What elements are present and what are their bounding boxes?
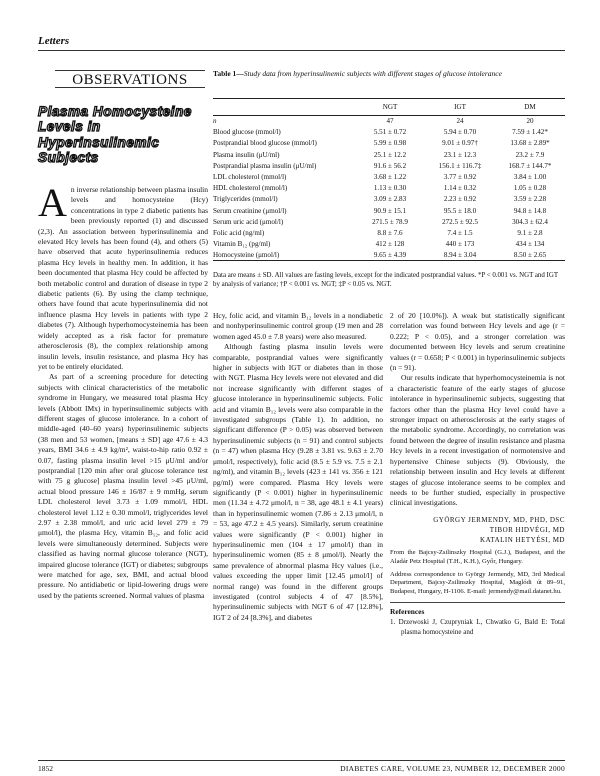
paragraph-text: n inverse relationship between plasma insulin levels and homocysteine (Hcy) concentrations in type 2 diabetic patients has been previously reported (1) and discussed (2,3). An association between hyperinsulinemia and elevated Hcy levels has been found (4), and others (5) have observed that acute hyperinsulinemia reduces plasma Hcy levels in healthy men. In addition, it has been documented that plasma Hcy could be affected by both metabolic control and duration of disease in type 2 diabetic patients (6). By using the clamp technique, others have found that acute hyperinsulinemia did not influence plasma Hcy levels in patients with type 2 diabetes (7). Although hyperhomocysteinemia has been widely accepted as a risk factor for premature atherosclerosis (8), the complex relationship among insulin levels, insulin resistance, and plasma Hcy has yet to be entirely elucidated. — [38, 185, 208, 371]
table-header-cell — [213, 99, 355, 116]
paragraph: Although fasting plasma insulin levels were comparable, postprandial values were significantly higher in subjects with IGT or diabetes than in those with NGT. Plasma Hcy levels were not elevated and did not increase significantly with different stages of glucose intolerance in hyperinsulinemic subjects. Folic acid and vitamin B₁₂ levels were also comparable in the investigated subgroups (Table 1). In addition, no significant difference (P > 0.05) was observed between hyperinsulinemic subjects (n = 91) and control subjects (n = 47) when plasma Hcy (9.28 ± 3.81 vs. 9.63 ± 2.70 μmol/l, respectively), folic acid (8.5 ± 5.9 vs. 7.5 ± 2.1 ng/ml), and vitamin B₁₂ levels (423 ± 141 vs. 356 ± 121 pg/ml) were compared. Plasma Hcy levels were significantly (P < 0.001) higher in hyperinsulinemic men (11.34 ± 4.72 μmol/l, n = 38, age 48.1 ± 4.1 years) than in hyperinsulinemic women (7.86 ± 2.13 μmol/l, n = 53, age 47.2 ± 4.5 years). Similarly, serum creatinine values were significantly (P < 0.001) higher in hyperinsulinemic men (104 ± 17 μmol/l) than in hyperinsulinemic women (85 ± 8 μmol/l). Nearly the same prevalence of abnormal plasma Hcy values (i.e., values exceeding the upper limit [12.45 μmol/l] of normal range) was found in the different groups investigated (control subjects 4 of 47 [8.5%], hyperinsulinemic subjects with NGT 6 of 47 [12.8%], IGT 2 of 24 [8.3%], and diabetes — [213, 342, 383, 622]
table-cell: 5.99 ± 0.98 — [373, 139, 407, 148]
table-cell: 7.4 ± 1.5 — [447, 228, 473, 237]
table-cell: n — [213, 117, 217, 126]
table-cell: 8.50 ± 2.65 — [513, 251, 547, 260]
table-cell: 434 ± 134 — [515, 240, 545, 249]
table-cell: Serum uric acid (μmol/l) — [213, 217, 284, 226]
table-cell: 23.1 ± 12.3 — [443, 150, 477, 159]
table-cell: 3.77 ± 0.92 — [443, 173, 477, 182]
table-cell: Postprandial blood glucose (mmol/l) — [213, 139, 317, 148]
table-cell: 13.68 ± 2.89* — [510, 139, 550, 148]
table-header-row — [213, 99, 565, 116]
paragraph — [38, 180, 208, 372]
table-container — [213, 98, 565, 261]
author-list — [390, 515, 565, 546]
table-cell: 91.6 ± 56.2 — [373, 161, 407, 170]
paragraph: Hcy, folic acid, and vitamin B₁₂ levels in a nondiabetic and nonhyperinsulinemic control group (19 men and 28 women aged 45.0 ± 7.8 years) were also measured. — [213, 311, 383, 341]
table-cell: 20 — [526, 117, 534, 126]
table-cell: 304.3 ± 62.4 — [512, 217, 548, 226]
table-title: Study data from hyperinsulinemic subjects with different stages of glucose intolerance — [243, 69, 502, 78]
table-cell: HDL cholesterol (mmol/l) — [213, 184, 288, 193]
table-row — [213, 160, 565, 171]
correspondence: Address correspondence to György Jermendy, MD, 3rd Medical Department, Bajcsy-Zsilinszky Hospital, Maglódi út 89–91, Budapest, Hungary, H-1106. E-mail: jermendy@mail.datanet.hu. — [390, 570, 565, 595]
footer-rule — [38, 760, 565, 761]
table-footnote: Data are means ± SD. All values are fasting levels, except for the indicated postprandial values. *P < 0.001 vs. NGT and IGT by analysis of variance; †P < 0.001 vs. NGT; ‡P < 0.05 vs. NGT. — [213, 272, 558, 289]
page-number: 1852 — [38, 764, 53, 773]
table-cell: 9.1 ± 2.8 — [517, 228, 543, 237]
table-cell: 1.13 ± 0.30 — [373, 184, 407, 193]
table-header-cell: DM — [524, 103, 536, 111]
table-cell: 1.14 ± 0.32 — [443, 184, 477, 193]
table-cell: 9.65 ± 4.39 — [373, 251, 407, 260]
paragraph: Our results indicate that hyperhomocysteinemia is not a characteristic feature of the early stages of glucose intolerance in hyperinsulinemic subjects, suggesting that factors other than the plasma Hcy level could have a stronger impact on atherosclerosis at the early stages of the metabolic syndrome. Accordingly, no correlation was found between the degree of insulin resistance and plasma Hcy levels in a recent investigation of normotensive and hypertensive Chinese subjects (9). Obviously, the relationship between insulin and Hcy levels at different stages of glucose intolerance seems to be complex and needs to be further studied, especially in prospective clinical investigations. — [390, 373, 565, 508]
table-row — [213, 116, 565, 127]
table-row — [213, 127, 565, 138]
paragraph: As part of a screening procedure for detecting subjects with clinical characteristics of the metabolic syndrome in Hungary, we measured total plasma Hcy levels (Abbott IMx) in hyperinsulinemic subjects with different stages of glucose intolerance. In a cohort of middle-aged (40–60 years) hyperinsulinemic subjects (38 men and 53 women, [means ± SD] age 47.6 ± 4.3 years, BMI 34.6 ± 4.9 kg/m², waist-to-hip ratio 0.92 ± 0.07, fasting plasma insulin level >15 μU/ml and/or postprandial [120 min after oral glucose tolerance test with 75 g glucose] plasma insulin level >45 μU/ml, actual blood pressure 146 ± 16/87 ± 9 mmHg, serum LDL cholesterol level 3.73 ± 1.09 mmol/l, HDL cholesterol level 1.12 ± 0.30 mmol/l, triglycerides level 2.97 ± 2.38 mmol/l, and uric acid level 279 ± 79 μmol/l), the plasma Hcy, vitamin B₁₂, and folic acid levels were simultaneously determined. Subjects were classified as having normal glucose tolerance (NGT), impaired glucose tolerance (IGT) or diabetes; subgroups were matched for age, sex, BMI, and actual blood pressure. No antidiabetic or lipid-lowering drugs were used by the patients screened. Normal values of plasma — [38, 372, 208, 600]
paragraph: 2 of 20 [10.0%]). A weak but statistically significant correlation was found between Hcy levels and age (r = 0.222; P < 0.05), and a stronger correlation was documented between Hcy levels and serum creatinine values (r = 0.658; P < 0.001) in hyperinsulinemic subjects (n = 91). — [390, 311, 565, 373]
table-cell: 440 ± 173 — [445, 240, 475, 249]
table-cell: 25.1 ± 12.2 — [373, 150, 407, 159]
author-name: GYÖRGY JERMENDY, MD, PHD, DSC — [433, 515, 565, 524]
affiliation: From the Bajcsy-Zsilinszky Hospital (G.J.), Budapest, and the Aladár Petz Hospital (T.H., K.H.), Győr, Hungary. — [390, 549, 565, 565]
table-cell: 23.2 ± 7.9 — [515, 150, 545, 159]
table-cell: Serum creatinine (μmol/l) — [213, 206, 287, 215]
table-cell: 168.7 ± 144.7* — [508, 161, 552, 170]
table-row — [213, 149, 565, 160]
table-row — [213, 183, 565, 194]
table-row — [213, 194, 565, 205]
table-cell: 8.94 ± 3.04 — [443, 251, 477, 260]
table-caption — [213, 69, 565, 79]
table-label: Table 1— — [213, 69, 244, 78]
article-title: Plasma Homocysteine Levels in Hyperinsulinemic Subjects — [38, 104, 192, 166]
table-cell: 3.09 ± 2.83 — [373, 195, 407, 204]
table-cell: LDL cholesterol (mmol/l) — [213, 173, 287, 182]
author-name: KATALIN HETYÉSI, MD — [480, 536, 565, 545]
table-cell: 94.8 ± 14.8 — [513, 206, 547, 215]
journal-citation: DIABETES CARE, VOLUME 23, NUMBER 12, DECEMBER 2000 — [340, 764, 565, 773]
table-cell: 9.01 ± 0.97† — [442, 139, 478, 148]
table-cell: Plasma insulin (μU/ml) — [213, 150, 280, 159]
table-cell: Vitamin B₁₂ (pg/ml) — [213, 240, 271, 249]
table-cell: 3.68 ± 1.22 — [373, 173, 407, 182]
reference-item: 1. Drzewoski J, Czupryniak L, Chwatko G, Bald E: Total plasma homocysteine and — [390, 617, 565, 636]
table-row — [213, 171, 565, 182]
table-cell: 3.84 ± 1.00 — [513, 173, 547, 182]
table-row — [213, 227, 565, 238]
table-header-cell: IGT — [454, 103, 466, 111]
body-column-1 — [38, 180, 208, 601]
table-cell: 7.59 ± 1.42* — [512, 128, 548, 137]
table-cell: 5.94 ± 0.70 — [443, 128, 477, 137]
table-cell: Blood glucose (mmol/l) — [213, 128, 281, 137]
table-row — [213, 239, 565, 250]
table-cell: 95.5 ± 18.0 — [443, 206, 477, 215]
table-cell: 272.5 ± 92.5 — [442, 217, 478, 226]
table-cell: 156.1 ± 116.7‡ — [438, 161, 482, 170]
observations-heading: OBSERVATIONS — [55, 70, 205, 88]
body-column-2 — [213, 311, 383, 623]
section-label: Letters — [38, 35, 70, 47]
study-data-table — [213, 98, 565, 261]
table-cell: 271.5 ± 78.9 — [372, 217, 408, 226]
table-row — [213, 205, 565, 216]
drop-cap: A — [38, 180, 67, 225]
table-row — [213, 216, 565, 227]
table-row — [213, 250, 565, 261]
table-cell: 412 ± 128 — [375, 240, 405, 249]
table-cell: Homocysteine (μmol/l) — [213, 251, 280, 260]
table-cell: 5.51 ± 0.72 — [373, 128, 407, 137]
table-cell: 2.23 ± 0.92 — [443, 195, 477, 204]
top-rule — [38, 50, 565, 51]
table-cell: 3.59 ± 2.28 — [513, 195, 547, 204]
table-cell: 24 — [456, 117, 464, 126]
body-column-3 — [390, 311, 565, 637]
references-heading: References — [390, 602, 565, 617]
table-header-cell: NGT — [382, 103, 398, 111]
table-cell: Triglycerides (mmol/l) — [213, 195, 278, 204]
table-cell: 8.8 ± 7.6 — [377, 228, 403, 237]
table-cell: Folic acid (ng/ml) — [213, 228, 265, 237]
author-name: TIBOR HIDVÉGI, MD — [489, 525, 565, 534]
table-row — [213, 138, 565, 149]
table-cell: 90.9 ± 15.1 — [373, 206, 407, 215]
table-cell: 47 — [386, 117, 394, 126]
table-cell: 1.05 ± 0.28 — [513, 184, 547, 193]
table-cell: Postprandial plasma insulin (μU/ml) — [213, 161, 317, 170]
